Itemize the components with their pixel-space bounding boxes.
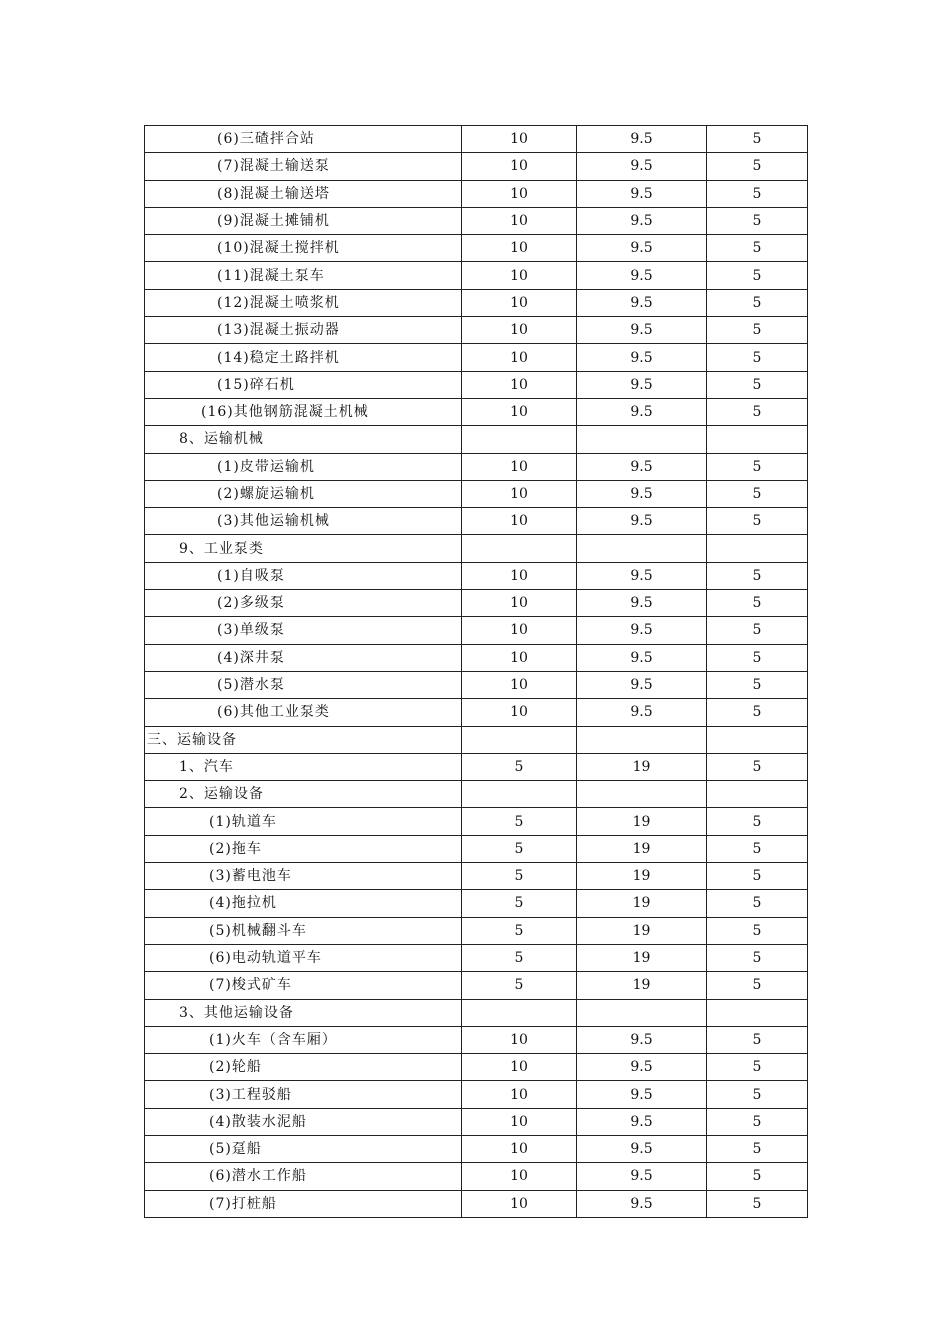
value-col-3: 5	[707, 1081, 808, 1108]
value-col-3: 5	[707, 835, 808, 862]
item-name: (15)碎石机	[217, 376, 295, 393]
table-row	[145, 453, 808, 480]
value-col-2: 9.5	[577, 1135, 707, 1162]
value-col-3	[707, 999, 808, 1026]
value-col-3: 5	[707, 180, 808, 207]
item-name-cell	[145, 1108, 462, 1135]
value-col-3: 5	[707, 890, 808, 917]
value-col-3: 5	[707, 153, 808, 180]
item-name-cell	[145, 999, 462, 1026]
value-col-3: 5	[707, 944, 808, 971]
item-name-cell	[145, 590, 462, 617]
item-name-cell	[145, 508, 462, 535]
item-name: (6)其他工业泵类	[217, 704, 330, 721]
item-name-cell	[145, 426, 462, 453]
item-name: (3)单级泵	[217, 622, 285, 639]
item-name: (7)打桩船	[209, 1195, 277, 1212]
item-name: (6)潜水工作船	[209, 1168, 307, 1185]
value-col-3: 5	[707, 808, 808, 835]
item-name: (6)三碴拌合站	[217, 131, 315, 148]
value-col-3: 5	[707, 1190, 808, 1217]
table-row	[145, 999, 808, 1026]
value-col-1: 5	[462, 972, 577, 999]
table-row	[145, 126, 808, 153]
item-name-cell	[145, 153, 462, 180]
item-name-cell	[145, 726, 462, 753]
value-col-1	[462, 781, 577, 808]
item-name-cell	[145, 344, 462, 371]
value-col-1: 10	[462, 289, 577, 316]
value-col-2	[577, 426, 707, 453]
value-col-1: 10	[462, 235, 577, 262]
item-name-cell	[145, 781, 462, 808]
table-row	[145, 207, 808, 234]
value-col-1: 10	[462, 344, 577, 371]
table-row	[145, 699, 808, 726]
value-col-2: 9.5	[577, 371, 707, 398]
item-name: (12)混凝土喷浆机	[217, 294, 340, 311]
value-col-3: 5	[707, 617, 808, 644]
value-col-2: 19	[577, 972, 707, 999]
item-name-cell	[145, 808, 462, 835]
value-col-2: 19	[577, 944, 707, 971]
value-col-3: 5	[707, 344, 808, 371]
table-row	[145, 535, 808, 562]
value-col-2: 9.5	[577, 590, 707, 617]
item-name: (1)自吸泵	[217, 567, 285, 584]
value-col-2: 9.5	[577, 1190, 707, 1217]
value-col-3	[707, 535, 808, 562]
value-col-1: 10	[462, 126, 577, 153]
table-row	[145, 1135, 808, 1162]
table-row	[145, 1054, 808, 1081]
value-col-2: 9.5	[577, 644, 707, 671]
value-col-1: 10	[462, 671, 577, 698]
value-col-1: 10	[462, 590, 577, 617]
item-name: (2)螺旋运输机	[217, 486, 315, 502]
item-name-cell	[145, 699, 462, 726]
table-row	[145, 235, 808, 262]
value-col-3: 5	[707, 644, 808, 671]
value-col-1: 10	[462, 1135, 577, 1162]
value-col-3: 5	[707, 1108, 808, 1135]
value-col-2: 9.5	[577, 508, 707, 535]
item-name: (7)混凝土输送泵	[217, 158, 330, 175]
item-name: 8、运输机械	[179, 431, 264, 448]
table-row	[145, 317, 808, 344]
item-name: (5)机械翻斗车	[209, 922, 307, 939]
table-row	[145, 835, 808, 862]
value-col-1: 10	[462, 617, 577, 644]
table-row	[145, 371, 808, 398]
value-col-1: 10	[462, 480, 577, 507]
value-col-3: 5	[707, 863, 808, 890]
item-name: 三、运输设备	[147, 731, 237, 748]
value-col-1: 5	[462, 917, 577, 944]
value-col-2: 19	[577, 890, 707, 917]
value-col-1: 10	[462, 699, 577, 726]
table-row	[145, 480, 808, 507]
item-name-cell	[145, 835, 462, 862]
table-row	[145, 1081, 808, 1108]
item-name: (3)蓄电池车	[209, 868, 292, 885]
item-name: (9)混凝土摊铺机	[217, 213, 330, 230]
item-name: (3)其他运输机械	[217, 513, 330, 530]
table-row	[145, 426, 808, 453]
value-col-1: 10	[462, 398, 577, 425]
value-col-2: 19	[577, 917, 707, 944]
value-col-2: 9.5	[577, 1163, 707, 1190]
table-row	[145, 890, 808, 917]
value-col-1: 5	[462, 890, 577, 917]
table-row	[145, 917, 808, 944]
value-col-1: 5	[462, 944, 577, 971]
table-row	[145, 617, 808, 644]
item-name: (8)混凝土输送塔	[217, 185, 330, 202]
value-col-1: 10	[462, 644, 577, 671]
value-col-3: 5	[707, 917, 808, 944]
table-row	[145, 508, 808, 535]
item-name-cell	[145, 317, 462, 344]
item-name: (6)电动轨道平车	[209, 950, 322, 967]
item-name: (2)拖车	[209, 840, 262, 857]
item-name: (5)潜水泵	[217, 677, 285, 694]
value-col-3: 5	[707, 562, 808, 589]
value-col-3: 5	[707, 289, 808, 316]
table-row	[145, 1026, 808, 1053]
item-name-cell	[145, 617, 462, 644]
item-name: (13)混凝土振动器	[217, 322, 340, 339]
item-name: (7)梭式矿车	[209, 977, 292, 994]
value-col-1: 10	[462, 562, 577, 589]
value-col-2: 19	[577, 835, 707, 862]
item-name-cell	[145, 753, 462, 780]
value-col-1: 10	[462, 180, 577, 207]
value-col-1	[462, 999, 577, 1026]
item-name-cell	[145, 863, 462, 890]
item-name-cell	[145, 207, 462, 234]
value-col-1: 5	[462, 835, 577, 862]
table-row	[145, 863, 808, 890]
value-col-3: 5	[707, 453, 808, 480]
value-col-2: 9.5	[577, 1108, 707, 1135]
item-name: (1)火车（含车厢）	[209, 1031, 337, 1048]
value-col-3: 5	[707, 972, 808, 999]
item-name-cell	[145, 644, 462, 671]
value-col-2	[577, 781, 707, 808]
item-name-cell	[145, 917, 462, 944]
table-row	[145, 972, 808, 999]
item-name: 2、运输设备	[179, 786, 264, 803]
value-col-3	[707, 781, 808, 808]
item-name-cell	[145, 1163, 462, 1190]
value-col-2: 9.5	[577, 562, 707, 589]
item-name: (16)其他钢筋混凝土机械	[201, 404, 369, 421]
value-col-1: 10	[462, 262, 577, 289]
value-col-3	[707, 726, 808, 753]
value-col-3: 5	[707, 480, 808, 507]
value-col-2: 9.5	[577, 671, 707, 698]
table-row	[145, 344, 808, 371]
value-col-3: 5	[707, 207, 808, 234]
value-col-1: 10	[462, 508, 577, 535]
value-col-3: 5	[707, 235, 808, 262]
value-col-1: 10	[462, 453, 577, 480]
value-col-1: 5	[462, 808, 577, 835]
table-row	[145, 590, 808, 617]
table-row	[145, 1108, 808, 1135]
item-name-cell	[145, 289, 462, 316]
item-name-cell	[145, 480, 462, 507]
value-col-1: 10	[462, 317, 577, 344]
item-name: (11)混凝土泵车	[217, 267, 325, 284]
value-col-2: 9.5	[577, 153, 707, 180]
table-row	[145, 644, 808, 671]
table-row	[145, 180, 808, 207]
table-body	[145, 126, 808, 1218]
value-col-1: 10	[462, 1026, 577, 1053]
item-name: (4)深井泵	[217, 649, 285, 666]
value-col-2: 19	[577, 753, 707, 780]
value-col-2	[577, 726, 707, 753]
value-col-3: 5	[707, 371, 808, 398]
value-col-3: 5	[707, 590, 808, 617]
item-name: (2)轮船	[209, 1059, 262, 1076]
depreciation-table	[144, 125, 808, 1218]
table-row	[145, 781, 808, 808]
value-col-3: 5	[707, 262, 808, 289]
value-col-3: 5	[707, 1163, 808, 1190]
item-name: 1、汽车	[179, 758, 234, 775]
value-col-2: 9.5	[577, 317, 707, 344]
value-col-3: 5	[707, 671, 808, 698]
value-col-2: 9.5	[577, 289, 707, 316]
value-col-1	[462, 726, 577, 753]
value-col-2: 9.5	[577, 180, 707, 207]
table-row	[145, 671, 808, 698]
value-col-1: 10	[462, 1108, 577, 1135]
value-col-1: 5	[462, 753, 577, 780]
value-col-2: 9.5	[577, 1054, 707, 1081]
value-col-3: 5	[707, 1026, 808, 1053]
table-row	[145, 262, 808, 289]
value-col-2: 19	[577, 808, 707, 835]
item-name-cell	[145, 890, 462, 917]
value-col-2: 9.5	[577, 262, 707, 289]
value-col-2: 9.5	[577, 699, 707, 726]
value-col-3: 5	[707, 1135, 808, 1162]
item-name: (1)轨道车	[209, 813, 277, 830]
value-col-3: 5	[707, 753, 808, 780]
item-name-cell	[145, 671, 462, 698]
value-col-3: 5	[707, 398, 808, 425]
value-col-2: 9.5	[577, 398, 707, 425]
item-name: (3)工程驳船	[209, 1086, 292, 1103]
value-col-1: 10	[462, 371, 577, 398]
value-col-3: 5	[707, 126, 808, 153]
item-name-cell	[145, 1135, 462, 1162]
item-name: (4)散装水泥船	[209, 1113, 307, 1130]
table-row	[145, 1190, 808, 1217]
value-col-2	[577, 535, 707, 562]
value-col-3: 5	[707, 699, 808, 726]
item-name-cell	[145, 1190, 462, 1217]
item-name-cell	[145, 944, 462, 971]
table-row	[145, 944, 808, 971]
item-name-cell	[145, 535, 462, 562]
item-name-cell	[145, 1026, 462, 1053]
value-col-2: 9.5	[577, 480, 707, 507]
value-col-2: 19	[577, 863, 707, 890]
item-name-cell	[145, 262, 462, 289]
value-col-2: 9.5	[577, 235, 707, 262]
item-name-cell	[145, 180, 462, 207]
value-col-1: 10	[462, 1054, 577, 1081]
value-col-2: 9.5	[577, 1026, 707, 1053]
value-col-2: 9.5	[577, 453, 707, 480]
value-col-1: 10	[462, 1190, 577, 1217]
value-col-1: 5	[462, 863, 577, 890]
item-name-cell	[145, 371, 462, 398]
value-col-2: 9.5	[577, 617, 707, 644]
item-name-cell	[145, 235, 462, 262]
value-col-3: 5	[707, 317, 808, 344]
value-col-2: 9.5	[577, 1081, 707, 1108]
table-row	[145, 726, 808, 753]
item-name-cell	[145, 1081, 462, 1108]
table-row	[145, 153, 808, 180]
table-row	[145, 1163, 808, 1190]
table-row	[145, 289, 808, 316]
value-col-1: 10	[462, 153, 577, 180]
item-name-cell	[145, 1054, 462, 1081]
item-name: (5)趸船	[209, 1141, 262, 1158]
table-row	[145, 753, 808, 780]
item-name: (2)多级泵	[217, 595, 285, 612]
value-col-2	[577, 999, 707, 1026]
table-row	[145, 398, 808, 425]
value-col-1: 10	[462, 207, 577, 234]
item-name: 3、其他运输设备	[179, 1004, 294, 1021]
item-name: (1)皮带运输机	[217, 458, 315, 475]
item-name-cell	[145, 398, 462, 425]
value-col-3	[707, 426, 808, 453]
item-name: (10)混凝土搅拌机	[217, 240, 340, 257]
item-name: (14)稳定土路拌机	[217, 349, 340, 366]
value-col-3: 5	[707, 508, 808, 535]
value-col-1	[462, 426, 577, 453]
table-row	[145, 808, 808, 835]
item-name-cell	[145, 562, 462, 589]
item-name: (4)拖拉机	[209, 895, 277, 912]
value-col-2: 9.5	[577, 207, 707, 234]
table-row	[145, 562, 808, 589]
item-name: 9、工业泵类	[179, 540, 264, 557]
value-col-2: 9.5	[577, 344, 707, 371]
item-name-cell	[145, 453, 462, 480]
value-col-1	[462, 535, 577, 562]
item-name-cell	[145, 972, 462, 999]
value-col-2: 9.5	[577, 126, 707, 153]
item-name-cell	[145, 126, 462, 153]
value-col-1: 10	[462, 1163, 577, 1190]
value-col-1: 10	[462, 1081, 577, 1108]
value-col-3: 5	[707, 1054, 808, 1081]
